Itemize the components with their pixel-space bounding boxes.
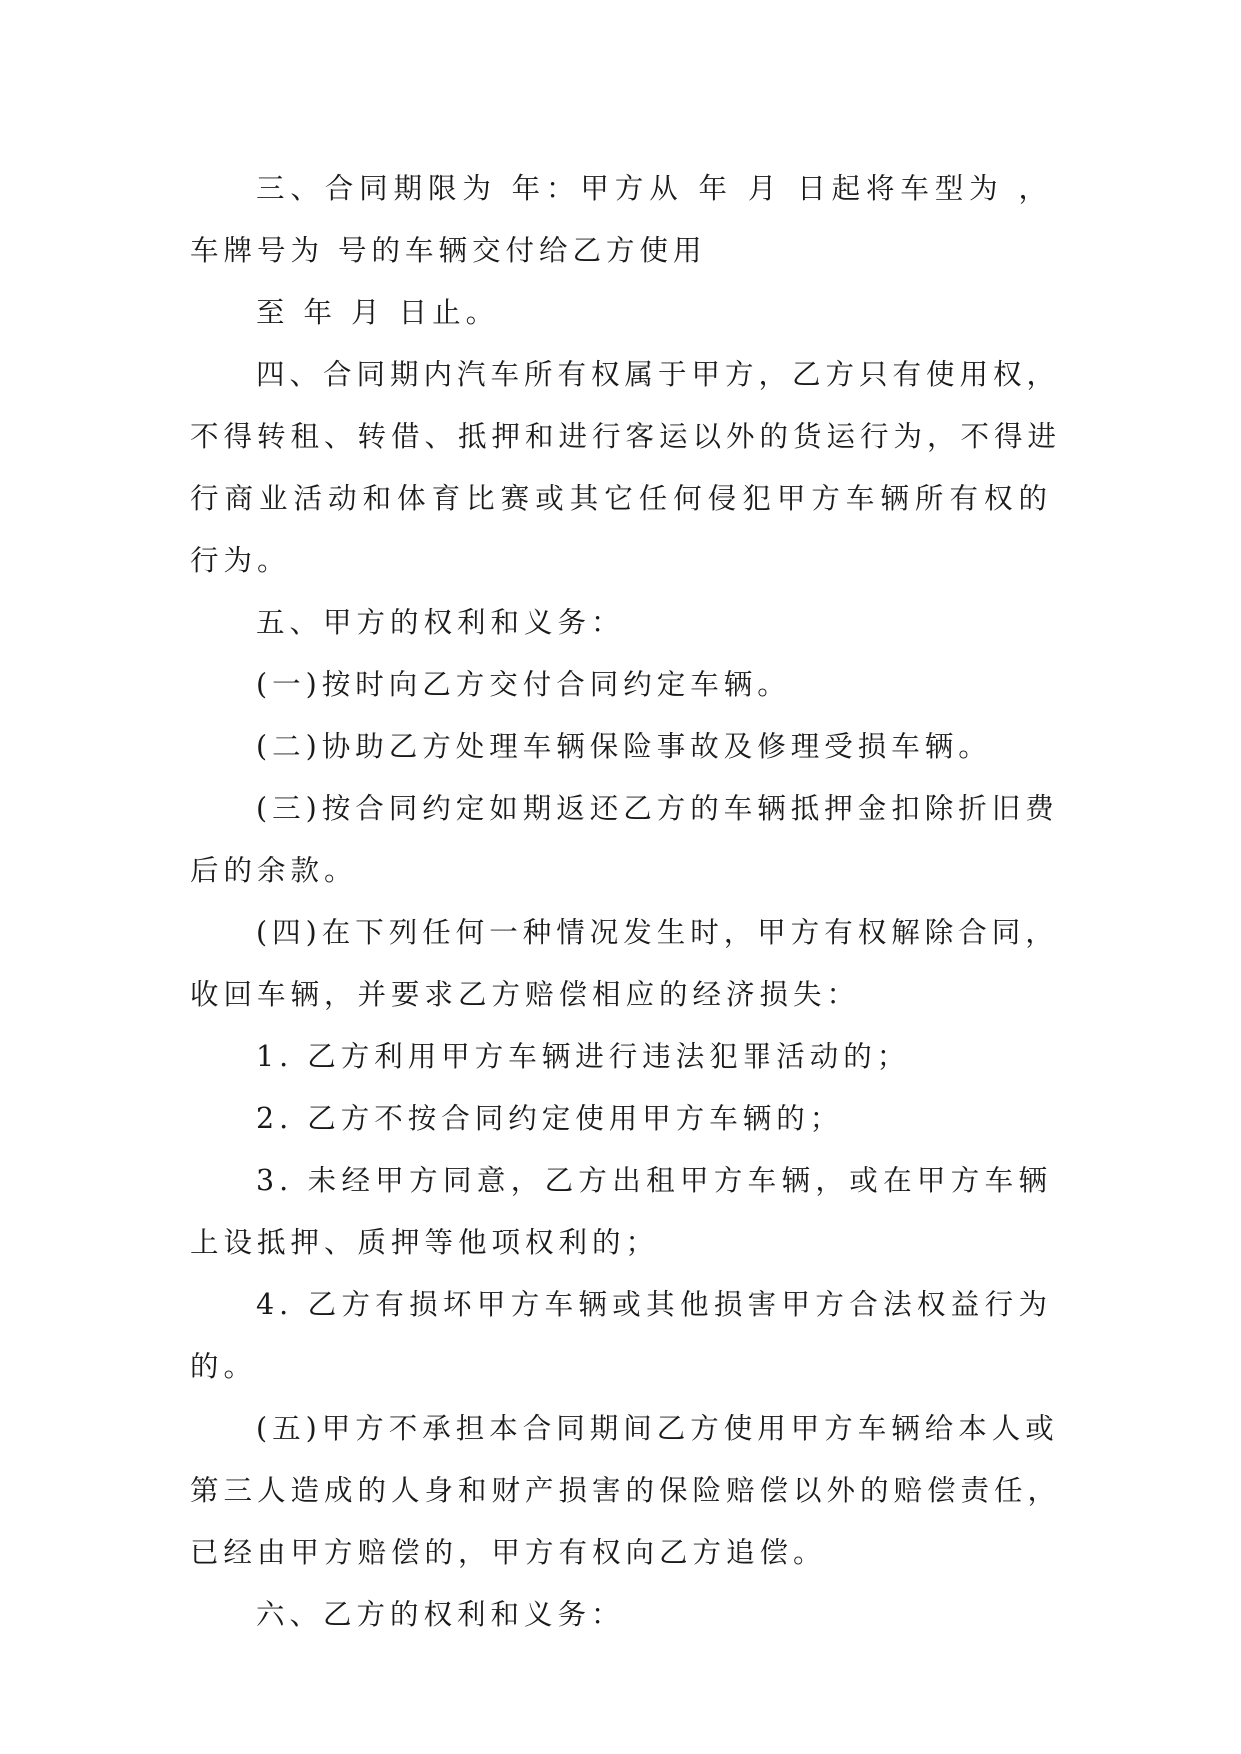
paragraph-line: (四)在下列任何一种情况发生时，甲方有权解除合同， bbox=[256, 916, 1059, 949]
paragraph-line: (一)按时向乙方交付合同约定车辆。 bbox=[256, 668, 791, 701]
paragraph-line: (五)甲方不承担本合同期间乙方使用甲方车辆给本人或 bbox=[256, 1412, 1059, 1445]
paragraph-line: 行商业活动和体育比赛或其它任何侵犯甲方车辆所有权的 bbox=[190, 482, 1052, 515]
list-item: 2. 乙方不按合同约定使用甲方车辆的； bbox=[256, 1102, 844, 1135]
section-heading: 五、甲方的权利和义务： bbox=[256, 606, 625, 639]
paragraph-line: 三、合同期限为 年：甲方从 年 月 日起将车型为 ， bbox=[256, 172, 1052, 205]
paragraph-line: 已经由甲方赔偿的，甲方有权向乙方追偿。 bbox=[190, 1536, 827, 1569]
paragraph-line: 不得转租、转借、抵押和进行客运以外的货运行为，不得进 bbox=[190, 420, 1062, 453]
paragraph-line: (三)按合同约定如期返还乙方的车辆抵押金扣除折旧费 bbox=[256, 792, 1059, 825]
list-item: 3. 未经甲方同意，乙方出租甲方车辆，或在甲方车辆 bbox=[256, 1164, 1052, 1197]
section-heading: 六、乙方的权利和义务： bbox=[256, 1598, 625, 1631]
paragraph-line: 行为。 bbox=[190, 544, 291, 577]
paragraph-line: 车牌号为 号的车辆交付给乙方使用 bbox=[190, 234, 707, 267]
paragraph-line: 四、合同期内汽车所有权属于甲方，乙方只有使用权， bbox=[256, 358, 1061, 391]
list-item: 4. 乙方有损坏甲方车辆或其他损害甲方合法权益行为 bbox=[256, 1288, 1052, 1321]
document-body bbox=[190, 158, 1062, 1646]
list-item-continuation: 的。 bbox=[190, 1350, 258, 1383]
paragraph-line: 收回车辆，并要求乙方赔偿相应的经济损失： bbox=[190, 978, 861, 1011]
paragraph-line: 后的余款。 bbox=[190, 854, 358, 887]
list-item-continuation: 上设抵押、质押等他项权利的； bbox=[190, 1226, 660, 1259]
paragraph-line: (二)协助乙方处理车辆保险事故及修理受损车辆。 bbox=[256, 730, 992, 763]
paragraph-line: 至 年 月 日止。 bbox=[256, 296, 500, 329]
paragraph-line: 第三人造成的人身和财产损害的保险赔偿以外的赔偿责任， bbox=[190, 1474, 1062, 1507]
list-item: 1. 乙方利用甲方车辆进行违法犯罪活动的； bbox=[256, 1040, 911, 1073]
